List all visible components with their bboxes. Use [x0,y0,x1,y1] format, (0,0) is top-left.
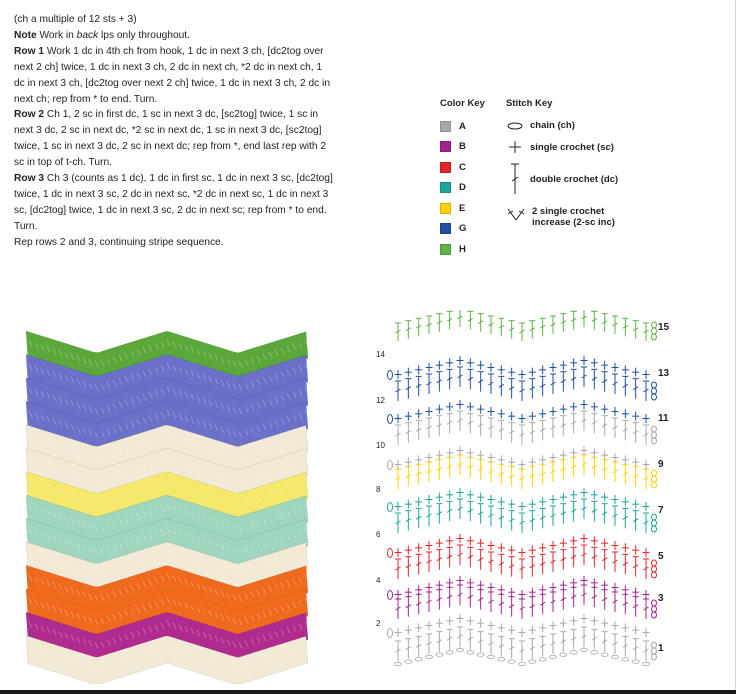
turning-chain [388,549,393,558]
color-key-item-h [440,243,466,255]
chart-row-label-left: 12 [376,396,385,405]
row3-label: Row 3 [14,173,45,185]
chart-row-3 [395,585,657,619]
chain-symbol [405,660,412,664]
note-post: lps only throughout. [98,29,190,41]
chain-label: chain (ch) [530,120,575,131]
color-swatch [440,121,451,132]
chain-symbol [632,660,639,664]
chart-row-4 [388,576,650,600]
chart-row-label-right: 3 [658,593,664,604]
chain-symbol [457,648,464,652]
chart-row-label-left: 14 [376,350,385,359]
turning-chain [652,394,657,400]
color-swatch [440,203,451,214]
chain-symbol [395,662,402,666]
turning-chain [652,642,657,648]
row2-text: Ch 1, 2 sc in first dc, 1 sc in next 3 dc, [sc2tog] twice, 1 sc in next 3 dc, 2 sc in next dc, *2 sc in next dc, 1 sc in next 3 dc, [sc2tog] twice, 1 sc in next 3 dc, 2 sc in next dc; rep from *, end last rep with 2 sc in top of t-ch. Turn. [14,109,326,169]
pattern-instructions [14,12,334,251]
color-key-item-a [440,120,466,132]
color-letter: E [459,202,466,214]
turning-chain [652,432,657,438]
single-crochet-icon [506,140,524,154]
turning-chain [388,629,393,638]
chart-row-6 [388,534,650,558]
color-letter: A [459,120,466,132]
chain-symbol [570,651,577,655]
note-label: Note [14,29,37,41]
row3-paragraph [14,171,334,235]
color-key-item-d [440,182,466,194]
chart-row-12 [388,400,650,424]
turning-chain [652,470,657,476]
color-key-item-e [440,202,465,214]
color-swatch [440,223,451,234]
note-pre: Work in [39,29,77,41]
turning-chain [652,612,657,618]
turning-chain [388,415,393,424]
turning-chain [388,371,393,380]
chain-symbol [426,655,433,659]
turning-chain [652,606,657,612]
color-letter: C [459,161,466,173]
color-swatch [440,244,451,255]
chain-icon [506,121,524,131]
turning-chain [652,322,657,328]
row1-text: Work 1 dc in 4th ch from hook, 1 dc in next 3 ch, [dc2tog over next 2 ch] twice, 1 dc in next 3 ch, 2 dc in next ch, *2 dc in next ch, 1 dc in next 3 ch, [dc2tog over next 2 ch] twice, 1 dc in next 3 ch, 2 dc in next ch; rep from * to end. Turn. [14,45,330,105]
chart-row-label-left: 10 [376,441,385,450]
dc-label: double crochet (dc) [530,173,619,185]
sc-label: single crochet (sc) [530,141,614,153]
chain-symbol [477,653,484,657]
stitch-chart [372,310,684,670]
chain-symbol [581,648,588,652]
turning-chain [652,654,657,660]
color-key-item-b [440,141,466,153]
chart-row-5 [395,545,657,579]
turning-chain [652,572,657,578]
chain-symbol [467,651,474,655]
turning-chain [388,591,393,600]
chain-symbol [529,660,536,664]
note-paragraph [14,28,334,44]
row2-paragraph [14,107,334,171]
chart-row-label-left: 6 [376,530,381,539]
color-letter: B [459,141,466,152]
turning-chain [652,328,657,334]
chart-row-8 [388,488,650,512]
chain-symbol [436,653,443,657]
chart-row-label-right: 5 [658,551,664,562]
sc-inc-label-line1: 2 single crochet [532,206,605,217]
turning-chain [652,334,657,340]
chain-symbol [550,655,557,659]
chain-symbol [539,658,546,662]
chain-symbol [415,658,422,662]
chart-row-13 [395,367,657,401]
double-crochet-icon [506,162,524,196]
turning-chain [652,566,657,572]
chart-row-10 [388,446,650,470]
row2-label: Row 2 [14,109,45,121]
turning-chain [652,426,657,432]
stitch-key-chain [506,120,575,131]
color-swatch [440,182,451,193]
chart-row-label-right: 1 [658,643,664,654]
chart-row-label-right: 9 [658,459,664,470]
chain-symbol [612,655,619,659]
row1-label: Row 1 [14,45,45,57]
final-line: Rep rows 2 and 3, continuing stripe sequence. [14,236,224,248]
bottom-edge-bar [0,690,736,694]
color-key-item-c [440,161,466,173]
chart-row-label-right: 15 [658,322,670,333]
stitch-key-sc-inc [506,206,615,228]
color-letter: D [459,182,466,193]
stitch-key [506,98,636,248]
chain-symbol [622,658,629,662]
chain-symbol [488,655,495,659]
turning-chain [652,600,657,606]
chart-row-label-right: 11 [658,413,669,424]
color-key-title: Color Key [440,98,485,109]
turning-chain [652,388,657,394]
note-em: back [76,29,99,41]
chart-row-label-right: 13 [658,368,670,379]
chart-row-7 [395,499,657,533]
chart-row-9 [395,455,657,489]
color-letter: H [459,243,466,255]
chain-symbol [560,653,567,657]
stitch-key-title: Stitch Key [506,98,553,109]
intro-line: (ch a multiple of 12 sts + 3) [14,14,137,25]
chart-row-11 [395,411,657,445]
chain-symbol [508,660,515,664]
chart-row-15 [395,310,657,341]
turning-chain [652,526,657,532]
turning-chain [652,520,657,526]
turning-chain [652,560,657,566]
color-key [440,98,500,268]
turning-chain [652,438,657,444]
turning-chain [652,482,657,488]
stitch-key-dc [506,162,618,196]
turning-chain [652,648,657,654]
sc-increase-icon [506,206,526,222]
row3-text: Ch 3 (counts as 1 dc), 1 dc in first sc, 1 dc in next 3 sc, [dc2tog] twice, 1 dc in next 3 sc, 2 dc in next sc, *2 dc in next sc, 1 dc in next 3 sc, [dc2tog] twice, 1 dc in next 3 sc, 2 dc in next sc; rep from * to end. Turn. [14,173,333,232]
chain-symbol [591,651,598,655]
turning-chain [388,503,393,512]
turning-chain [652,476,657,482]
row1-paragraph [14,44,334,108]
chain-symbol [498,658,505,662]
chain-symbol [601,653,608,657]
turning-chain [388,461,393,470]
chart-row-label-left: 8 [376,485,381,494]
sc-inc-label-line2: increase (2-sc inc) [532,217,615,228]
chain-symbol [643,662,650,666]
chart-row-label-left: 4 [376,576,381,585]
color-letter: G [459,223,467,234]
chain-symbol [446,651,453,655]
crochet-swatch-photo [26,320,308,684]
chain-symbol [519,662,526,666]
stitch-key-sc [506,140,614,154]
color-key-item-g [440,223,466,235]
turning-chain [652,382,657,388]
chart-row-14 [388,356,650,380]
color-swatch [440,141,451,152]
chart-row-label-left: 2 [376,619,381,628]
turning-chain [652,514,657,520]
chart-row-label-right: 7 [658,505,664,516]
color-swatch [440,162,451,173]
